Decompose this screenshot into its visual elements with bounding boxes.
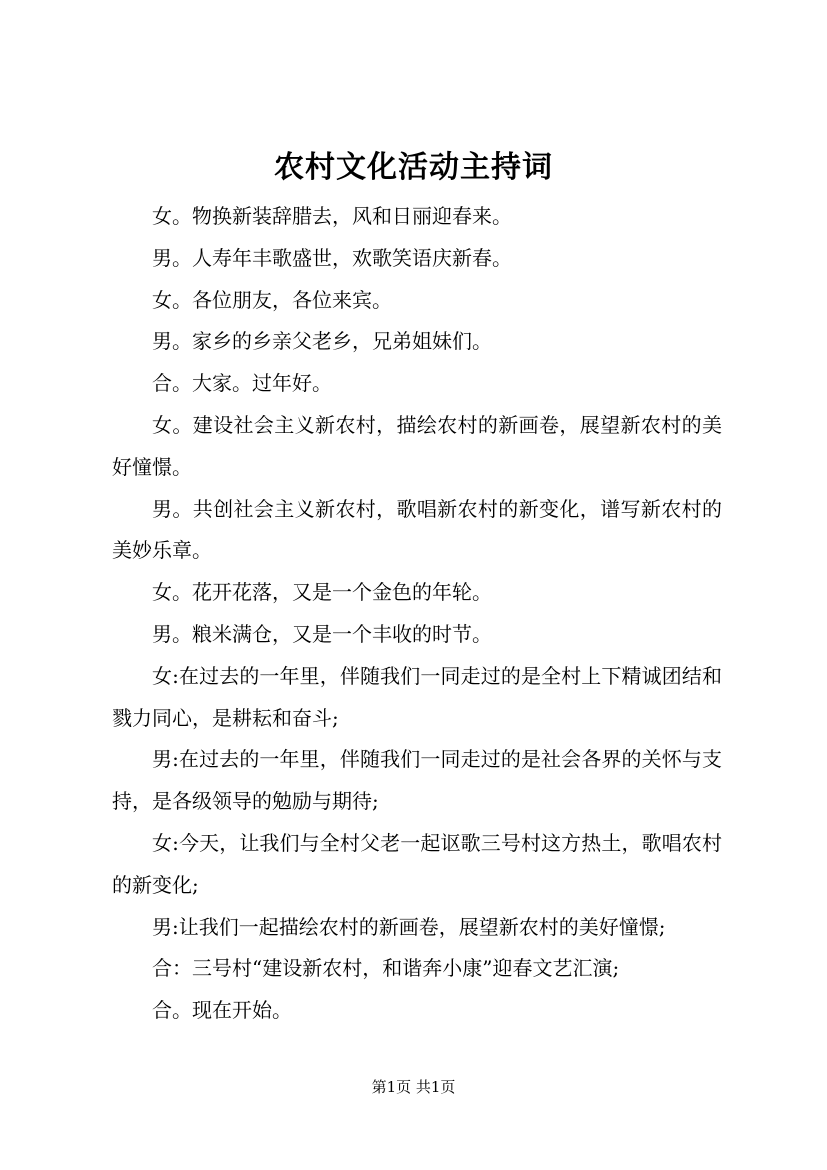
paragraph: 男:在过去的一年里，伴随我们一同走过的是社会各界的关怀与支持，是各级领导的勉励与期待; [112,747,722,814]
paragraph: 男:让我们一起描绘农村的新画卷，展望新农村的美好憧憬; [152,914,666,939]
paragraph: 合：三号村“建设新农村，和谐奔小康”迎春文艺汇演; [152,956,620,981]
paragraph: 女:今天，让我们与全村父老一起讴歌三号村这方热土，歌唱农村的新变化; [112,830,722,897]
paragraph: 男。粮米满仓，又是一个丰收的时节。 [152,621,492,646]
paragraph: 女:在过去的一年里，伴随我们一同走过的是全村上下精诚团结和戮力同心，是耕耘和奋斗; [112,663,722,730]
paragraph: 合。大家。过年好。 [152,371,332,396]
paragraph: 女。各位朋友，各位来宾。 [152,287,392,312]
paragraph: 男。共创社会主义新农村，歌唱新农村的新变化，谱写新农村的美妙乐章。 [112,496,722,563]
paragraph: 男。人寿年丰歌盛世，欢歌笑语庆新春。 [152,245,512,270]
document-title: 农村文化活动主持词 [274,150,553,185]
page-footer: 第1页 共1页 [371,1078,456,1096]
paragraph: 合。现在开始。 [152,998,292,1023]
document-body [112,196,722,1032]
paragraph: 女。花开花落，又是一个金色的年轮。 [152,580,492,605]
paragraph: 男。家乡的乡亲父老乡，兄弟姐妹们。 [152,329,492,354]
paragraph: 女。物换新装辞腊去，风和日丽迎春来。 [152,204,512,228]
paragraph: 女。建设社会主义新农村，描绘农村的新画卷，展望新农村的美好憧憬。 [112,412,722,479]
